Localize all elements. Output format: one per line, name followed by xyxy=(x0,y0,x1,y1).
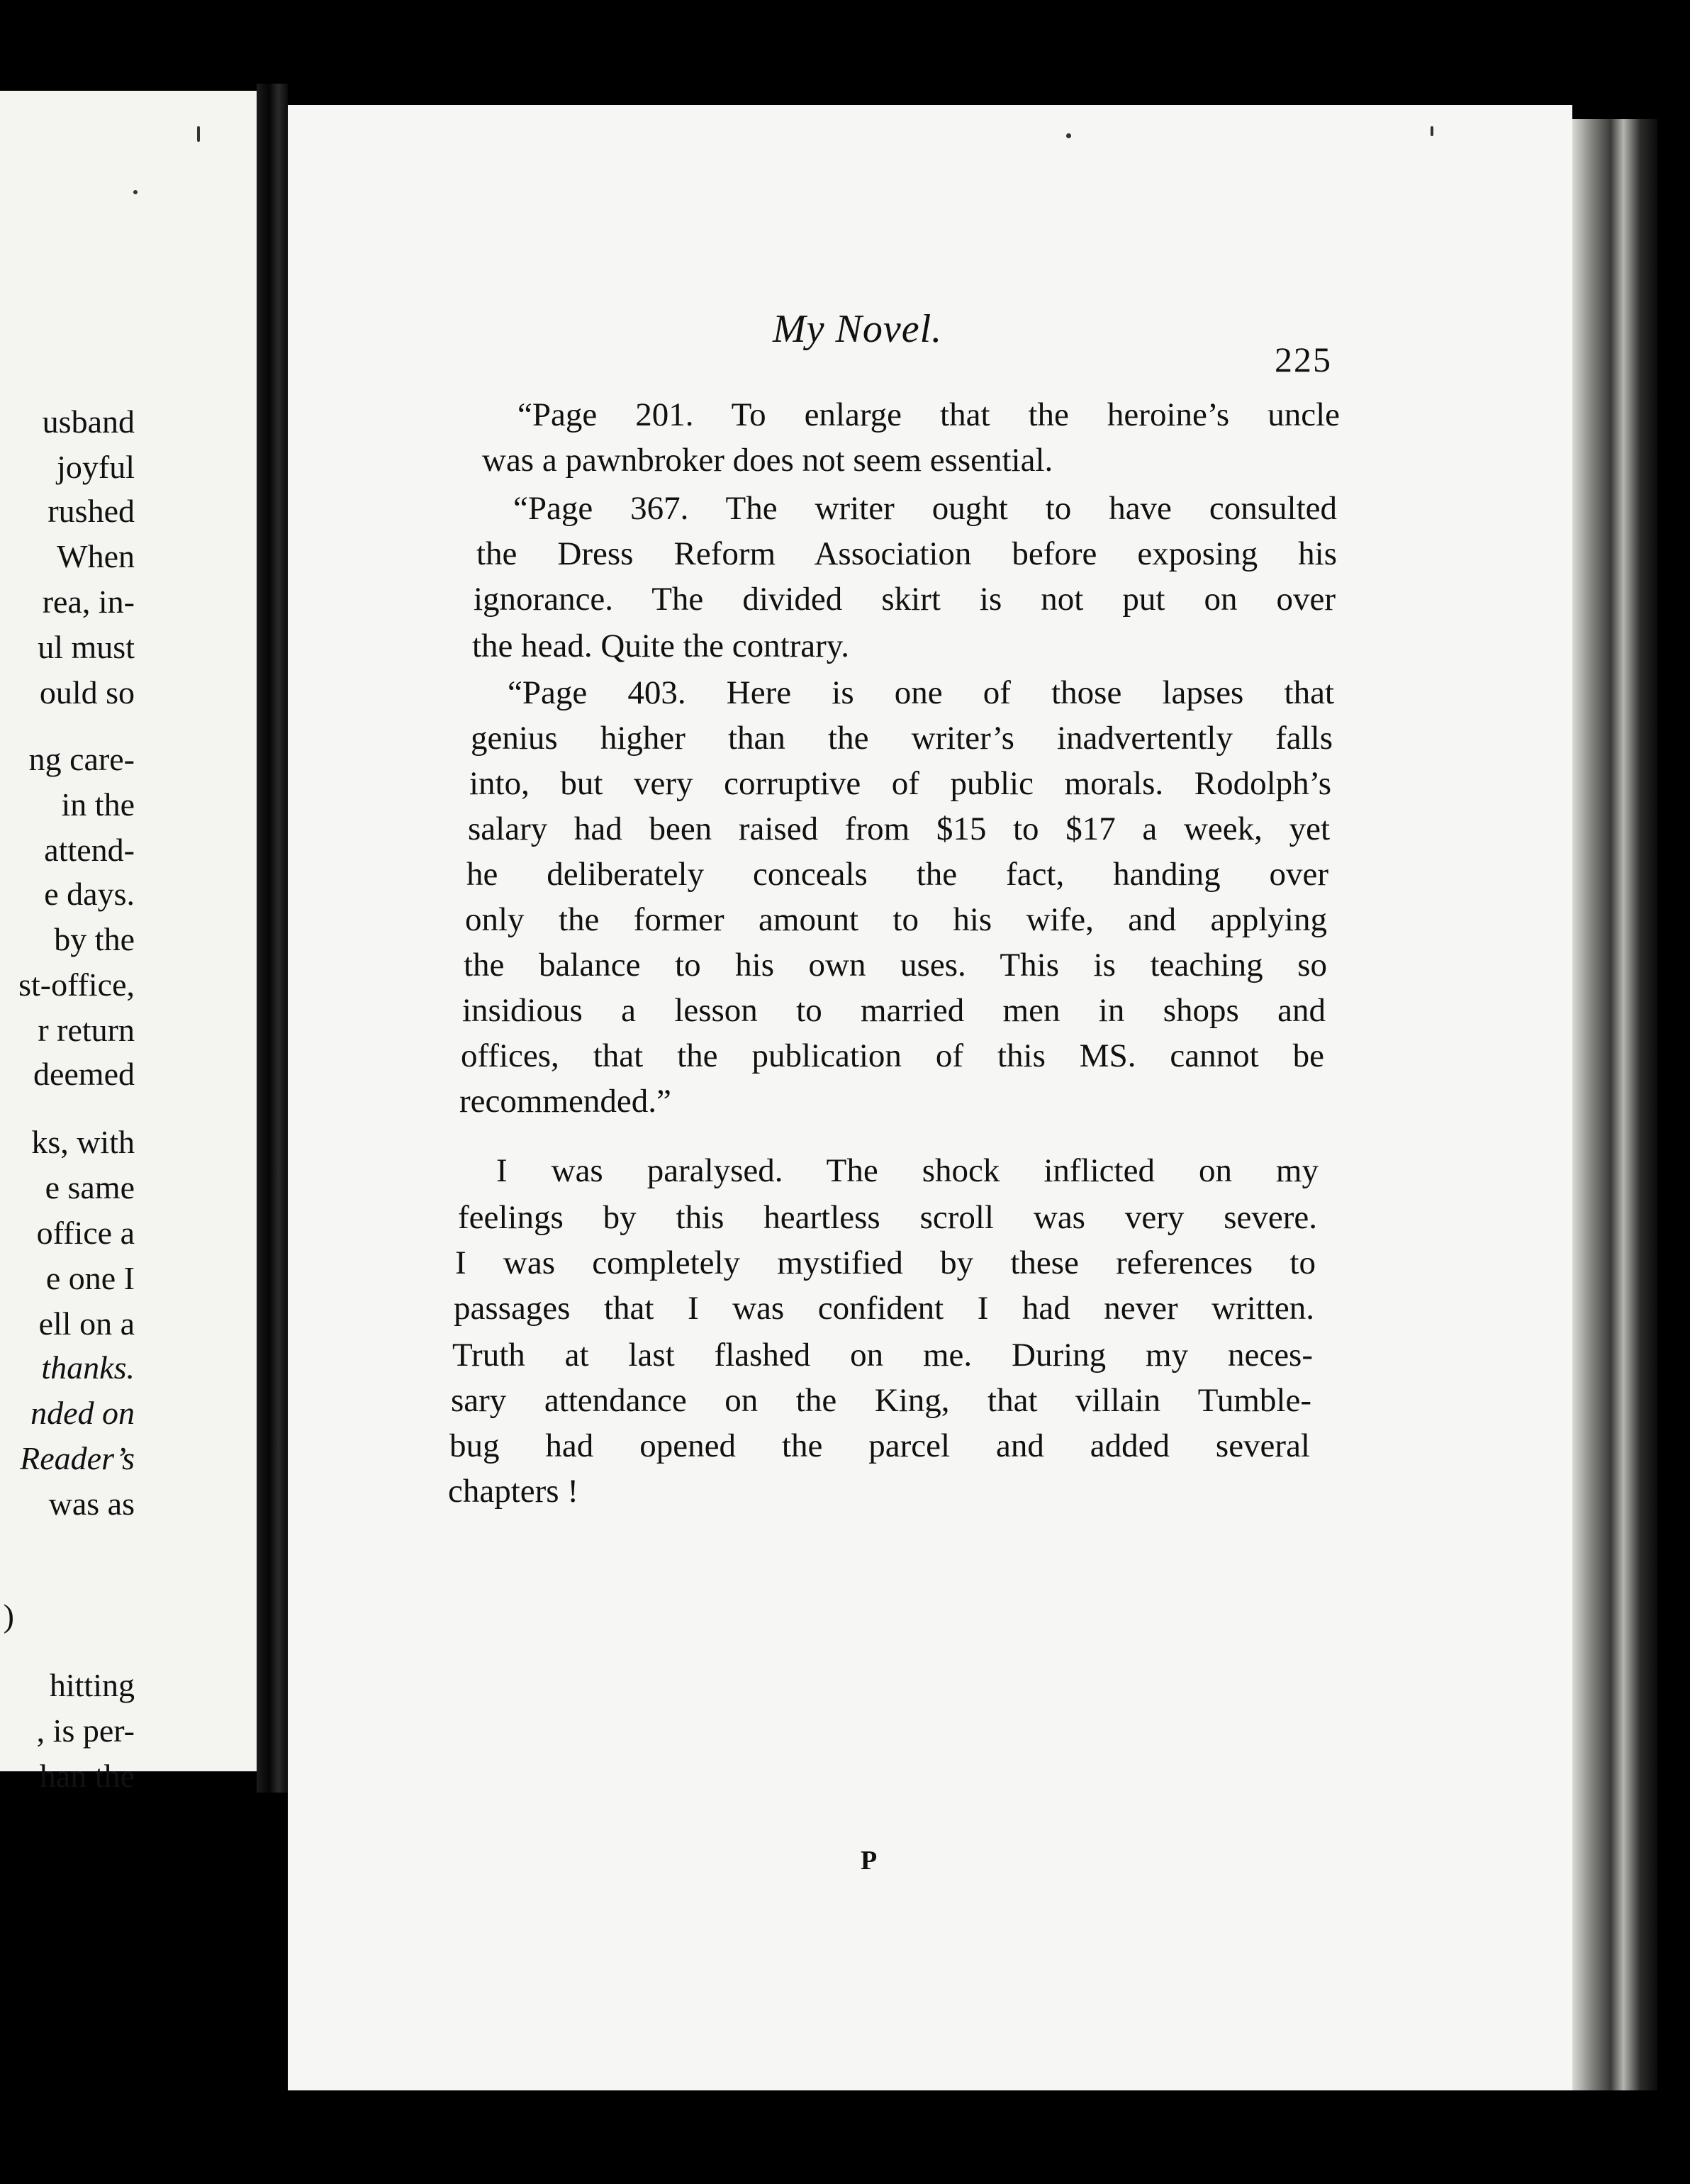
text-line: chapters ! xyxy=(448,1473,578,1510)
text-line: I was completely mystified by these references to xyxy=(455,1244,1316,1281)
left-page-line: rushed xyxy=(47,493,135,529)
text-line: bug had opened the parcel and added several xyxy=(449,1427,1310,1464)
text-line: genius higher than the writer’s inadvertently falls xyxy=(471,720,1333,757)
left-page-line: e same xyxy=(45,1169,135,1205)
left-page-line: r return xyxy=(38,1012,135,1048)
left-page-line: ould so xyxy=(39,674,135,711)
left-page-line: thanks. xyxy=(41,1349,135,1386)
scan-speck xyxy=(197,126,200,142)
left-page-line: was as xyxy=(48,1486,135,1522)
running-head: My Novel. xyxy=(773,307,943,351)
left-page-line: ell on a xyxy=(38,1305,135,1342)
left-page-line: by the xyxy=(54,921,135,957)
left-page-line: attend- xyxy=(44,832,135,868)
text-line: I was paralysed. The shock inflicted on my xyxy=(496,1152,1319,1189)
left-page-line: deemed xyxy=(33,1056,135,1092)
left-page-line: joyful xyxy=(57,449,135,485)
text-line: the head. Quite the contrary. xyxy=(472,628,850,664)
left-page-line: nded on xyxy=(30,1395,135,1431)
text-line: offices, that the publication of this MS. cannot be xyxy=(461,1037,1324,1074)
text-line: insidious a lesson to married men in shops and xyxy=(462,992,1326,1029)
text-line: was a pawnbroker does not seem essential. xyxy=(482,442,1053,479)
book-gutter xyxy=(257,84,288,1793)
left-page-line: ul must xyxy=(38,629,135,665)
text-line: feelings by this heartless scroll was very severe. xyxy=(458,1199,1317,1236)
left-page-line: rea, in- xyxy=(42,584,135,620)
left-page-line: Reader’s xyxy=(20,1440,135,1476)
left-page-line: in the xyxy=(61,786,135,823)
left-page-line: e one I xyxy=(45,1260,135,1296)
left-page-line: e days. xyxy=(44,876,135,912)
left-page-line: When xyxy=(57,538,135,574)
text-line: only the former amount to his wife, and applying xyxy=(465,901,1327,938)
left-page-line: ks, with xyxy=(31,1124,135,1160)
text-line: Truth at last flashed on me. During my neces- xyxy=(452,1337,1313,1374)
left-page-line: usband xyxy=(42,403,135,440)
scan-speck xyxy=(1066,133,1071,138)
text-line: into, but very corruptive of public morals. Rodolph’s xyxy=(469,765,1331,802)
left-page-line: st-office, xyxy=(18,966,135,1003)
left-page-line: ng care- xyxy=(28,741,135,777)
left-page-line: hitting xyxy=(49,1667,135,1703)
text-line: the balance to his own uses. This is teaching so xyxy=(464,947,1327,984)
text-line: recommended.” xyxy=(459,1083,671,1120)
text-line: sary attendance on the King, that villain Tumble- xyxy=(451,1382,1311,1419)
left-page-line: han the xyxy=(39,1758,135,1794)
text-line: passages that I was confident I had never written. xyxy=(454,1290,1314,1327)
scan-speck xyxy=(1431,126,1433,136)
text-line: salary had been raised from $15 to $17 a week, yet xyxy=(468,810,1330,847)
text-line: the Dress Reform Association before exposing his xyxy=(476,535,1337,572)
left-facing-page xyxy=(0,91,257,1794)
page-number: 225 xyxy=(1275,340,1332,379)
scan-speck xyxy=(133,190,138,194)
left-page-line: office a xyxy=(36,1215,135,1251)
text-line: “Page 367. The writer ought to have consulted xyxy=(513,490,1337,527)
text-line: “Page 201. To enlarge that the heroine’s uncle xyxy=(517,396,1340,433)
text-line: ignorance. The divided skirt is not put on over xyxy=(474,581,1336,618)
text-line: he deliberately conceals the fact, handing over xyxy=(466,856,1328,893)
text-line: “Page 403. Here is one of those lapses that xyxy=(508,674,1334,711)
left-page-line: , is per- xyxy=(36,1712,135,1749)
left-page-text xyxy=(0,91,135,1794)
left-page-line: ) xyxy=(3,1598,14,1634)
signature-mark: P xyxy=(861,1846,878,1876)
page-edge xyxy=(1572,119,1657,2090)
